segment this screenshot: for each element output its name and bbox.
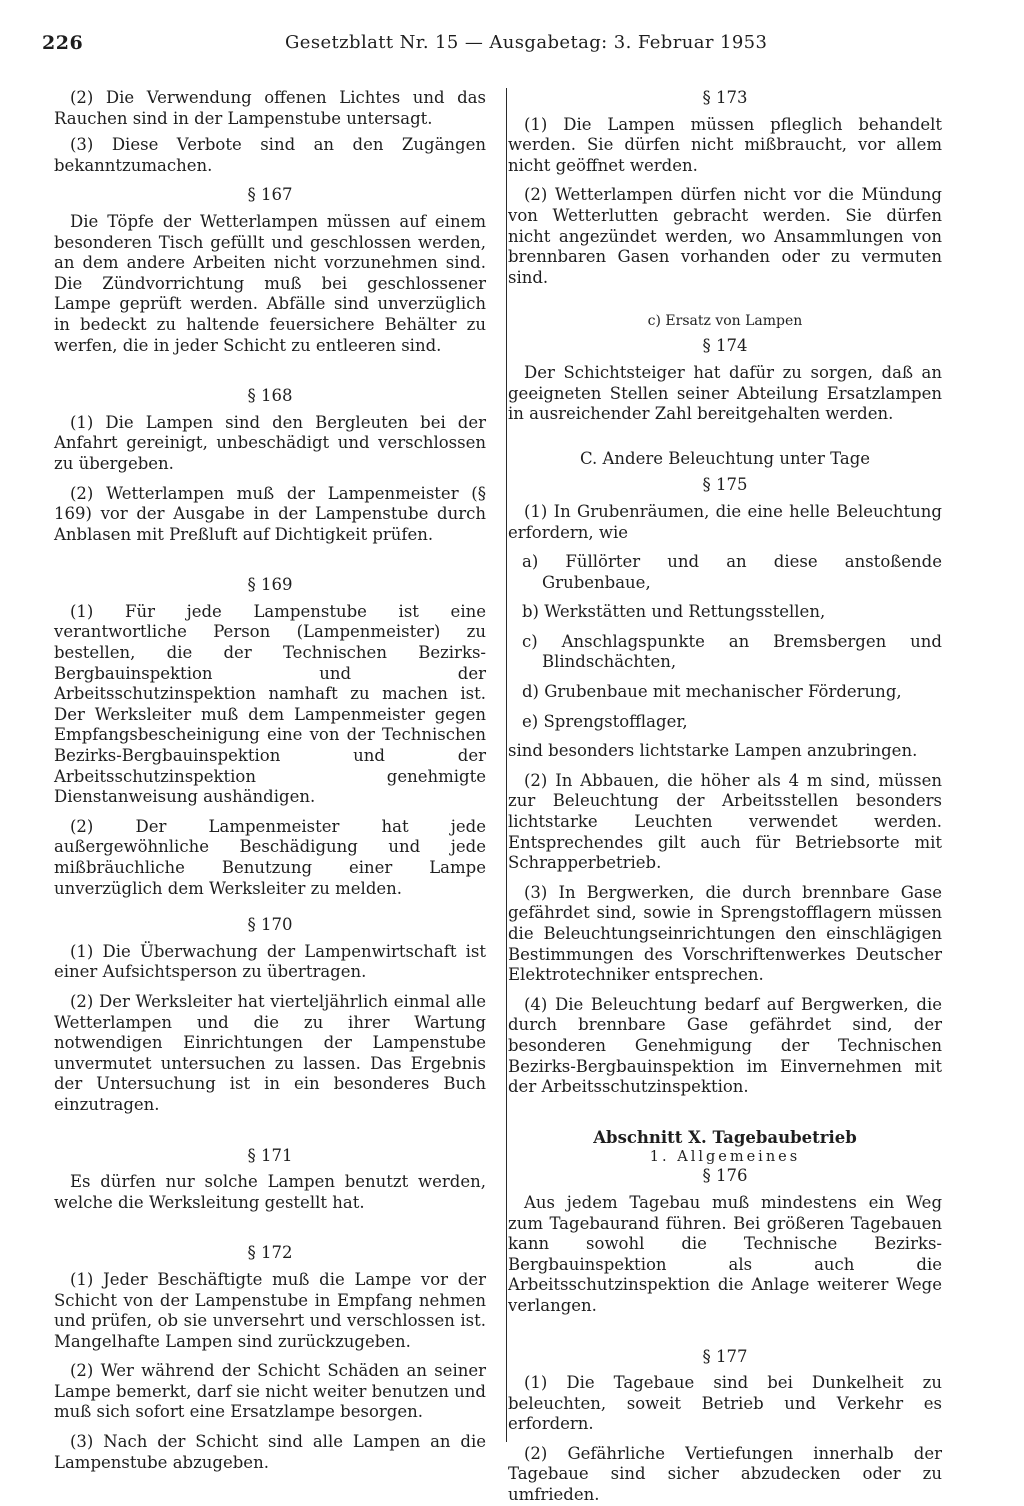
paragraph: (3) Diese Verbote sind an den Zugängen bekanntzumachen. [54,135,486,175]
subsection-heading: 1. Allgemeines [649,1149,801,1166]
section-number: § 169 [247,575,293,595]
paragraph: Es dürfen nur solche Lampen benutzt werden, welche die Werksleitung gestellt hat. [54,1172,486,1212]
paragraph: (2) Gefährliche Vertiefungen innerhalb der Tagebaue sind sicher abzudecken oder zu umfrieden. [508,1443,942,1505]
paragraph: (1) Die Lampen sind den Bergleuten bei der Anfahrt gereinigt, unbeschädigt und verschlossen zu übergeben. [54,412,486,473]
section-number: § 173 [702,88,748,107]
paragraph: (2) Wetterlampen dürfen nicht vor die Mündung von Wetterlutten gebracht werden. Sie dürfen nicht angezündet werden, wo Ansammlungen von brennbaren Gasen vorhanden oder zu vermuten sind. [508,185,942,287]
list-item: b) Werkstätten und Rettungsstellen, [522,602,826,622]
page-header [40,28,980,62]
left-column [54,88,486,1473]
paragraph: (1) Jeder Beschäftigte muß die Lampe vor der Schicht von der Lampenstube in Empfang nehmen und prüfen, ob sie unversehrt und verschlossen ist. Mangelhafte Lampen sind zurückzugeben. [54,1269,486,1351]
section-number: § 170 [247,915,293,935]
section-number: § 176 [702,1166,748,1186]
section-number: § 167 [247,185,293,205]
page-number: 226 [42,32,84,54]
paragraph: (3) In Bergwerken, die durch brennbare Gase gefährdet sind, sowie in Sprengstofflagern müssen die Beleuchtungseinrichtungen den einschlägigen Bestimmungen des Vorschriftenwerkes Deutscher Elektrotechniker entsprechen. [508,882,942,985]
list-item: d) Grubenbaue mit mechanischer Förderung, [522,682,902,702]
chapter-heading: C. Andere Beleuchtung unter Tage [579,448,871,468]
section-number: § 168 [247,386,293,406]
column-divider [506,88,507,1442]
paragraph: (1) Die Tagebaue sind bei Dunkelheit zu beleuchten, soweit Betrieb und Verkehr es erfordern. [508,1373,942,1434]
section-number: § 177 [702,1346,748,1366]
section-number: § 171 [247,1145,293,1165]
section-number: § 174 [702,336,748,356]
paragraph: (1) Für jede Lampenstube ist eine verantwortliche Person (Lampenmeister) zu bestellen, die der Technischen Bezirks-Bergbauinspektion und der Arbeitsschutzinspektion namhaft zu machen ist. Der Werksleiter muß dem Lampenmeister gegen Empfangsbescheinigung eine von der Technischen Bezirks-Bergbauinspektion und der Arbeitsschutzinspektion genehmigte Dienstanweisung aushändigen. [54,601,486,807]
paragraph: (2) Der Werksleiter hat vierteljährlich einmal alle Wetterlampen und die zu ihrer Wartung notwendigen Einrichtungen der Lampenstube unvermutet untersuchen zu lassen. Das Ergebnis der Untersuchung ist in ein besonderes Buch einzutragen. [54,991,486,1114]
running-title: Gesetzblatt Nr. 15 — Ausgabetag: 3. Februar 1953 [285,32,768,53]
paragraph: Die Töpfe der Wetterlampen müssen auf einem besonderen Tisch gefüllt und geschlossen werden, an dem andere Arbeiten nicht vorzunehmen sind. Die Zündvorrichtung muß bei geschlossener Lampe geprüft werden. Abfälle sind unverzüglich in bedeckt zu haltende feuersichere Behälter zu werfen, die in jeder Schicht zu entleeren sind. [54,211,486,355]
section-number: § 175 [702,475,748,495]
paragraph: Der Schichtsteiger hat dafür zu sorgen, daß an geeigneten Stellen seiner Abteilung Ersatzlampen in ausreichender Zahl bereitgehalten werden. [508,362,942,424]
part-heading: Abschnitt X. Tagebaubetrieb [593,1127,857,1147]
paragraph: (2) Die Verwendung offenen Lichtes und das Rauchen sind in der Lampenstube untersagt. [54,88,486,128]
paragraph: (1) In Grubenräumen, die eine helle Beleuchtung erfordern, wie [508,501,942,542]
paragraph: (2) In Abbauen, die höher als 4 m sind, müssen zur Beleuchtung der Arbeitsstellen besonders lichtstarke Leuchten verwendet werden. Entsprechendes gilt auch für Betriebsorte mit Schrapperbetrieb. [508,770,942,873]
paragraph: (4) Die Beleuchtung bedarf auf Bergwerken, die durch brennbare Gase gefährdet sind, der besonderen Genehmigung der Technischen Bezirks-Bergbauinspektion im Einvernehmen mit der Arbeitsschutzinspektion. [508,994,942,1097]
paragraph: Aus jedem Tagebau muß mindestens ein Weg zum Tagebaurand führen. Bei größeren Tagebauen kann sowohl die Technische Bezirks-Bergbauinspektion als auch die Arbeitsschutzinspektion die Anlage weiterer Wege verlangen. [508,1192,942,1315]
subsection-heading: c) Ersatz von Lampen [647,313,803,330]
paragraph: (3) Nach der Schicht sind alle Lampen an die Lampenstube abzugeben. [54,1432,486,1472]
list-item: e) Sprengstofflager, [522,711,688,731]
paragraph: (2) Wer während der Schicht Schäden an seiner Lampe bemerkt, darf sie nicht weiter benutzen und muß sich sofort eine Ersatzlampe besorgen. [54,1361,486,1422]
right-column [508,88,942,1506]
section-number: § 172 [247,1243,293,1263]
paragraph: (1) Die Lampen müssen pfleglich behandelt werden. Sie dürfen nicht mißbraucht, vor allem nicht geöffnet werden. [508,114,942,175]
list-item: c) Anschlagspunkte an Bremsbergen und Blindschächten, [522,631,942,672]
paragraph: (2) Wetterlampen muß der Lampenmeister (§ 169) vor der Ausgabe in der Lampenstube durch Anblasen mit Preßluft auf Dichtigkeit prüfen. [54,483,486,544]
list-item: a) Füllörter und an diese anstoßende Grubenbaue, [522,552,942,592]
paragraph: (1) Die Überwachung der Lampenwirtschaft ist einer Aufsichtsperson zu übertragen. [54,941,486,982]
paragraph: (2) Der Lampenmeister hat jede außergewöhnliche Beschädigung und jede mißbräuchliche Benutzung einer Lampe unverzüglich dem Werksleiter zu melden. [54,816,486,898]
paragraph: sind besonders lichtstarke Lampen anzubringen. [508,741,918,761]
